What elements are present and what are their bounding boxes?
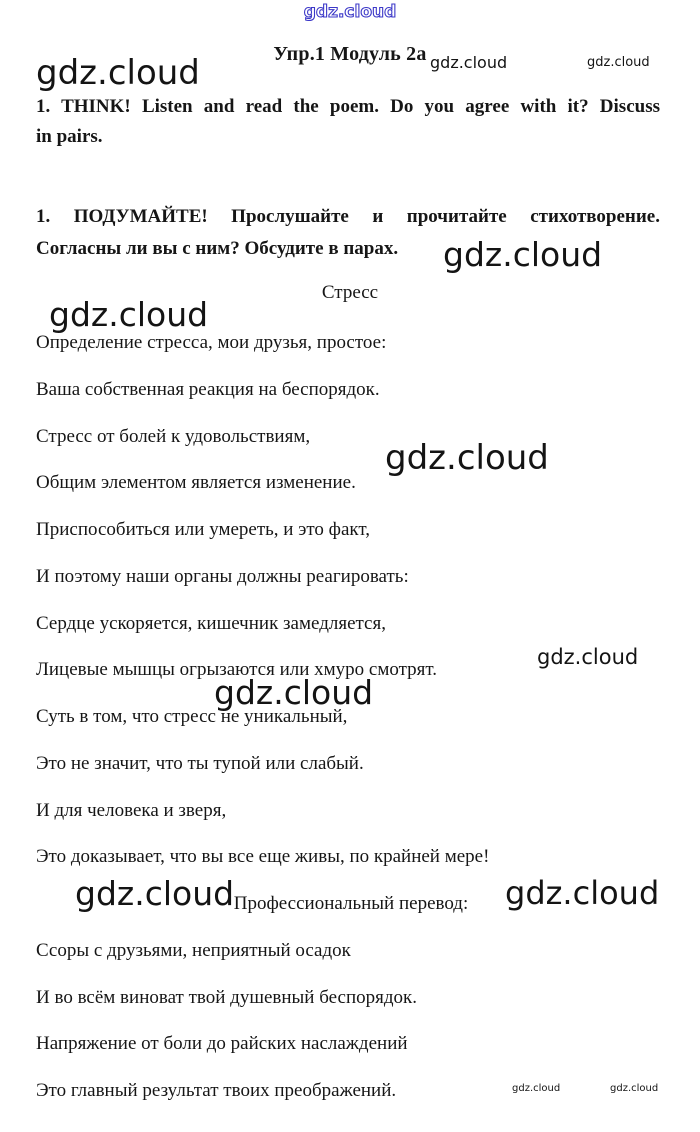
poem-line: И для человека и зверя, (36, 799, 227, 821)
poem-line: Стресс от болей к удовольствиям, (36, 425, 311, 447)
poem-line: Лицевые мышцы огрызаются или хмуро смотрят. (36, 659, 438, 681)
watermark-large-left-top: gdz.cloud (36, 53, 200, 93)
watermark-after-task: gdz.cloud (443, 235, 603, 274)
translation-line: И во всём виноват твой душевный беспорядок. (36, 986, 418, 1008)
translation-line: Это главный результат твоих преображений. (36, 1080, 397, 1101)
poem-line: Определение стресса, мои друзья, простое: (36, 332, 387, 353)
watermark-translation-right: gdz.cloud (505, 874, 660, 912)
poem-line: Суть в том, что стресс не уникальный, (36, 706, 348, 727)
poem-body (36, 320, 666, 1115)
watermark-header-right: gdz.cloud (587, 55, 650, 70)
poem-line: Приспособиться или умереть, и это факт, (36, 519, 371, 540)
watermark-footer-small-1: gdz.cloud (512, 1083, 561, 1094)
translation-heading: Профессиональный перевод: (233, 893, 469, 914)
poem-line: Сердце ускоряется, кишечник замедляется, (36, 612, 386, 634)
watermark-poem-left: gdz.cloud (49, 295, 209, 334)
translation-line: Напряжение от боли до райских наслаждений (36, 1033, 408, 1055)
poem-line: Ваша собственная реакция на беспорядок. (36, 378, 380, 400)
page-title: Упр.1 Модуль 2а (273, 43, 427, 65)
watermark-title-subscript: gdz.cloud (430, 53, 508, 72)
task-russian-line-1: 1. ПОДУМАЙТЕ! Прослушайте и прочитайте стихотворение. (36, 206, 660, 227)
watermark-poem-center: gdz.cloud (214, 673, 374, 712)
task-english (36, 92, 660, 152)
task-russian (36, 201, 660, 265)
watermark-top-outline: gdz.cloud (303, 2, 397, 22)
poem-line: Общим элементом является изменение. (36, 472, 356, 494)
task-english-line-2: in pairs. (36, 126, 103, 147)
poem-title: Стресс (321, 282, 379, 303)
poem-line: И поэтому наши органы должны реагировать: (36, 565, 409, 587)
task-russian-line-2: Согласны ли вы с ним? Обсудите в парах. (36, 238, 399, 259)
watermark-translation-left: gdz.cloud (75, 874, 235, 913)
watermark-footer-small-2: gdz.cloud (610, 1083, 659, 1094)
watermark-small-right: gdz.cloud (537, 645, 639, 669)
poem-line: Это не значит, что ты тупой или слабый. (36, 752, 364, 774)
translation-line: Ссоры с друзьями, неприятный осадок (36, 939, 351, 961)
task-english-line-1: 1. THINK! Listen and read the poem. Do you agree with it? Discuss (36, 96, 660, 117)
poem-line: Это доказывает, что вы все еще живы, по крайней мере! (36, 846, 490, 868)
watermark-poem-mid-right: gdz.cloud (385, 438, 549, 478)
